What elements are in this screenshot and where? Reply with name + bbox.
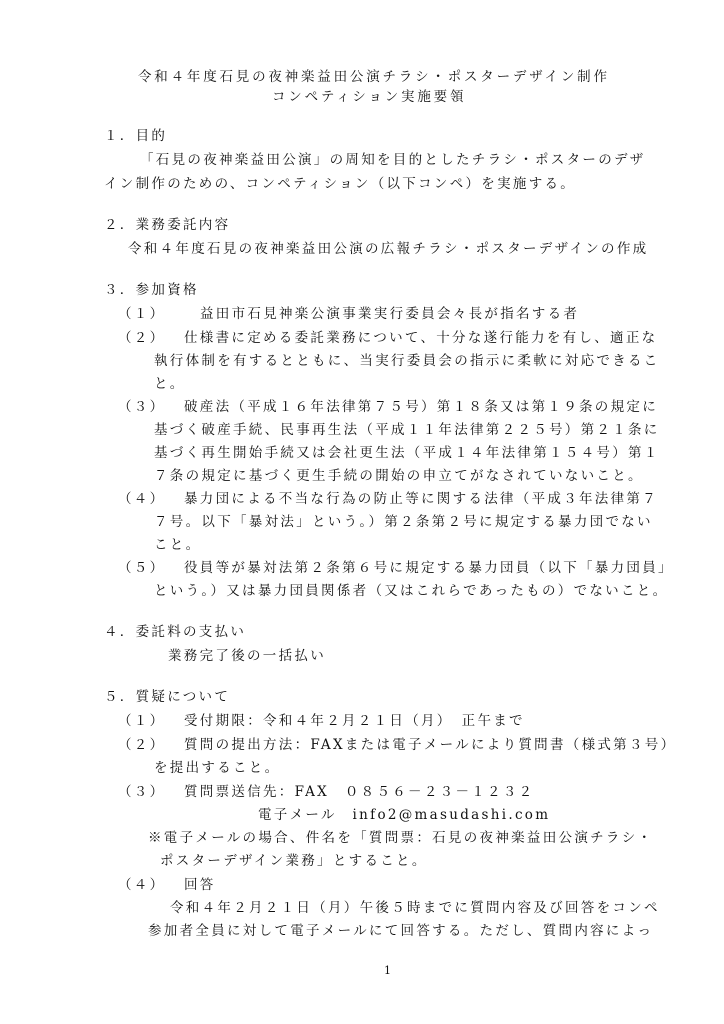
section-5-heading: ５．質疑について bbox=[104, 689, 231, 705]
section-3-item-1-line-1: 益田市石見神楽公演事業実行委員会々長が指名する者 bbox=[200, 306, 580, 322]
section-1-heading: １．目的 bbox=[104, 128, 168, 144]
section-3-item-3-number: （３） bbox=[118, 399, 166, 415]
document-title-line-2: コンペティション実施要領 bbox=[272, 89, 467, 105]
section-3-item-2-number: （２） bbox=[118, 330, 166, 346]
section-5-item-3-number: （３） bbox=[118, 784, 166, 800]
section-2-text-line-1: 令和４年度石見の夜神楽益田公演の広報チラシ・ポスターデザインの作成 bbox=[128, 241, 649, 257]
section-3-item-3-line-2: 基づく破産手続、民事再生法（平成１１年法律第２２５号）第２１条に bbox=[154, 422, 660, 438]
section-3-item-1-number: （１） bbox=[118, 306, 166, 322]
section-5-item-2-line-1: 質問の提出方法：FAXまたは電子メールにより質問書（様式第３号） bbox=[184, 737, 677, 753]
section-3-item-3-line-3: 基づく再生開始手続又は会社更生法（平成１４年法律第１５４号）第１ bbox=[154, 445, 660, 461]
document-title-line-1: 令和４年度石見の夜神楽益田公演チラシ・ポスターデザイン制作 bbox=[138, 69, 610, 85]
section-3-item-5-line-1: 役員等が暴対法第２条第６号に規定する暴力団員（以下「暴力団員」 bbox=[184, 560, 674, 576]
section-5-item-4-line-1: 回答 bbox=[184, 877, 216, 893]
section-3-item-2-line-1: 仕様書に定める委託業務について、十分な遂行能力を有し、適正な bbox=[184, 330, 658, 346]
section-5-item-4-line-3: 参加者全員に対して電子メールにて回答する。ただし、質問内容によっ bbox=[148, 923, 654, 939]
section-4-text-line-1: 業務完了後の一括払い bbox=[168, 648, 326, 664]
section-5-item-2-line-2: を提出すること。 bbox=[154, 760, 281, 776]
section-5-item-2-number: （２） bbox=[118, 737, 166, 753]
section-3-heading: ３．参加資格 bbox=[104, 282, 199, 298]
section-5-item-1-number: （１） bbox=[118, 713, 166, 729]
section-2-heading: ２．業務委託内容 bbox=[104, 217, 231, 233]
page-number: 1 bbox=[384, 964, 391, 977]
section-3-item-2-line-2: 執行体制を有するとともに、当実行委員会の指示に柔軟に対応できるこ bbox=[154, 353, 660, 369]
section-5-item-3-line-3: ※電子メールの場合、件名を「質問票：石見の夜神楽益田公演チラシ・ bbox=[148, 830, 654, 846]
section-3-item-4-line-1: 暴力団による不当な行為の防止等に関する法律（平成３年法律第７ bbox=[184, 491, 658, 507]
section-3-item-4-line-2: ７号。以下「暴対法」という。）第２条第２号に規定する暴力団でない bbox=[154, 514, 653, 530]
section-3-item-3-line-1: 破産法（平成１６年法律第７５号）第１８条又は第１９条の規定に bbox=[184, 399, 658, 415]
section-4-heading: ４．委託料の支払い bbox=[104, 624, 247, 640]
section-5-item-4-number: （４） bbox=[118, 877, 166, 893]
section-1-text-line-1: 「石見の夜神楽益田公演」の周知を目的としたチラシ・ポスターのデザ bbox=[140, 152, 646, 168]
section-3-item-4-number: （４） bbox=[118, 491, 166, 507]
section-5-item-3-line-4: ポスターデザイン業務」とすること。 bbox=[160, 853, 428, 869]
section-3-item-5-number: （５） bbox=[118, 560, 166, 576]
section-3-item-4-line-3: こと。 bbox=[154, 537, 202, 553]
section-5-item-4-line-2: 令和４年２月２１日（月）午後５時までに質問内容及び回答をコンペ bbox=[170, 900, 660, 916]
section-3-item-5-line-2: という。）又は暴力団員関係者（又はこれらであったもの）でないこと。 bbox=[154, 583, 669, 599]
section-5-email-line: 電子メール info2@masudashi.com bbox=[258, 807, 551, 823]
section-5-item-3-line-1: 質問票送信先：FAX ０８５６－２３－１２３２ bbox=[184, 784, 535, 800]
section-5-item-1-line-1: 受付期限：令和４年２月２１日（月） 正午まで bbox=[184, 713, 525, 729]
section-3-item-3-line-4: ７条の規定に基づく更生手続の開始の申立てがなされていないこと。 bbox=[154, 468, 644, 484]
section-1-text-line-2: イン制作のための、コンペティション（以下コンペ）を実施する。 bbox=[104, 176, 577, 192]
section-3-item-2-line-3: と。 bbox=[154, 376, 186, 392]
